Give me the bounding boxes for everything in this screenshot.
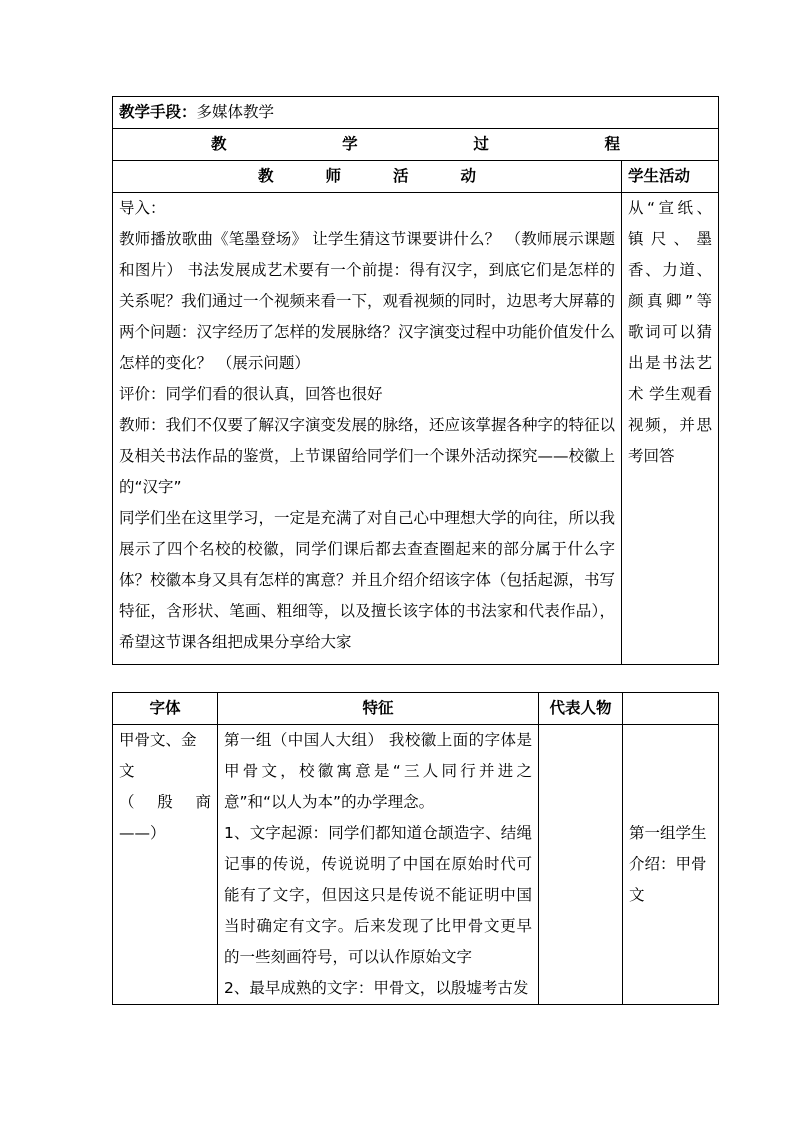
process-header-row — [113, 129, 719, 161]
representative-cell — [539, 725, 623, 1005]
teacher-paragraph: 评价：同学们看的很认真，回答也很好 — [119, 385, 383, 403]
header-features: 特征 — [218, 693, 539, 725]
teaching-method-label: 教学手段： — [119, 103, 197, 121]
font-era-char: 殷 — [157, 793, 173, 811]
feature-paragraph: 2、最早成熟的文字：甲骨文，以殷墟考古发 — [224, 979, 529, 997]
teacher-paragraph: 教师：我们不仅要了解汉字演变发展的脉络，还应该掌握各种字的特征以及相关书法作品的鉴赏，上节课留给同学们一个课外活动探究——校徽上的“汉字” — [119, 416, 616, 496]
process-char: 程 — [604, 135, 620, 153]
font-era-tail: ——） — [119, 824, 166, 842]
student-activity-heading: 学生活动 — [622, 161, 719, 193]
header-student — [623, 693, 719, 725]
student-intro-cell: 第一组学生介绍：甲骨文 — [623, 725, 719, 1005]
process-char: 学 — [342, 135, 358, 153]
process-heading — [211, 129, 620, 160]
teaching-method-row — [113, 97, 719, 129]
activity-header-row — [113, 161, 719, 193]
teaching-method-value: 多媒体教学 — [196, 103, 275, 121]
header-representative: 代表人物 — [539, 693, 623, 725]
process-char: 过 — [473, 135, 489, 153]
feature-paragraph: 1、文字起源：同学们都知道仓颉造字、结绳记事的传说，传说说明了中国在原始时代可能有了文字，但因这只是传说不能证明中国当时确定有文字。后来发现了比甲骨文更早的一些刻画符号，可以认作原始文字 — [224, 824, 532, 966]
teacher-paragraph: 导入： — [119, 199, 166, 217]
features-cell — [218, 725, 539, 1005]
teacher-heading-char: 师 — [325, 167, 341, 185]
header-font: 字体 — [113, 693, 218, 725]
teacher-heading-char: 教 — [258, 167, 274, 185]
process-char: 教 — [211, 135, 227, 153]
font-name-cell — [113, 725, 218, 1005]
font-era-char: 商 — [195, 793, 211, 811]
lesson-process-table — [112, 96, 719, 665]
font-era-char: （ — [119, 793, 135, 811]
font-era — [119, 787, 211, 818]
teacher-heading-char: 动 — [460, 167, 476, 185]
font-features-table — [112, 692, 719, 1005]
font-name: 甲骨文、金文 — [119, 731, 197, 780]
teacher-heading-char: 活 — [392, 167, 409, 185]
teacher-activity-heading — [258, 161, 476, 192]
font-table-row — [113, 725, 719, 1005]
font-table-header-row — [113, 693, 719, 725]
student-activity-cell: 从“宣纸、镇尺、墨香、力道、颜真卿”等歌词可以猜出是书法艺术 学生观看视频，并思考回答 — [622, 193, 719, 665]
teacher-paragraph: 教师播放歌曲《笔墨登场》 让学生猜这节课要讲什么？ （教师展示课题和图片） 书法发展成艺术要有一个前提：得有汉字，到底它们是怎样的关系呢？我们通过一个视频来看一下，观看视频的同时，边思考大屏幕的两个问题：汉字经历了怎样的发展脉络？汉字演变过程中功能价值发什么怎样的变化？ （展示问题） — [119, 230, 616, 372]
teacher-activity-cell — [113, 193, 622, 665]
teacher-paragraph: 同学们坐在这里学习，一定是充满了对自己心中理想大学的向往，所以我展示了四个名校的校徽，同学们课后都去查查圈起来的部分属于什么字体？校徽本身又具有怎样的寓意？并且介绍介绍该字体（包括起源，书写特征，含形状、笔画、粗细等，以及擅长该字体的书法家和代表作品），希望这节课各组把成果分享给大家 — [119, 509, 616, 651]
activity-content-row — [113, 193, 719, 665]
feature-paragraph: 第一组（中国人大组） 我校徽上面的字体是甲骨文，校徽寓意是“三人同行并进之意”和“以人为本”的办学理念。 — [224, 731, 532, 811]
